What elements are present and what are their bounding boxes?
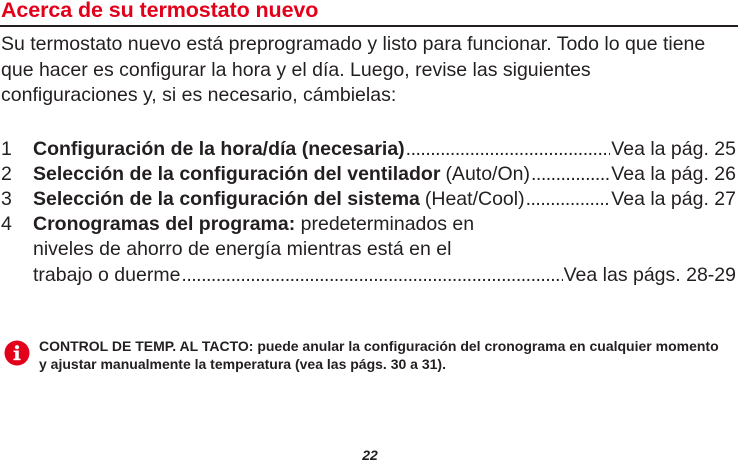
item-description: predeterminados en bbox=[300, 213, 475, 235]
item-description-end: trabajo o duerme bbox=[33, 264, 181, 286]
item-option: (Heat/Cool) bbox=[424, 188, 525, 210]
page-reference: Vea la pág. 26 bbox=[611, 163, 736, 185]
list-item bbox=[1, 188, 736, 213]
intro-paragraph: Su termostato nuevo está preprogramado y listo para funcionar. Todo lo que tiene que hacer es configurar la hora y el día. Luego, revise las siguientes configuraciones y, si es necesario, cámbielas: bbox=[1, 33, 706, 106]
leader-dots bbox=[181, 264, 562, 287]
item-title: Configuración de la hora/día (necesaria) bbox=[33, 138, 405, 160]
item-title: Cronogramas del programa: bbox=[33, 213, 296, 235]
item-number: 2 bbox=[1, 163, 12, 185]
page-reference: Vea la pág. 27 bbox=[611, 188, 736, 210]
leader-dots bbox=[531, 163, 610, 186]
list-item bbox=[1, 213, 736, 289]
item-description-line: niveles de ahorro de energía mientras está en el bbox=[33, 238, 452, 260]
item-title: Selección de la configuración del ventilador bbox=[33, 163, 441, 185]
item-number: 4 bbox=[1, 213, 12, 235]
touch-control-note bbox=[39, 337, 719, 373]
page-reference: Vea la pág. 25 bbox=[611, 138, 736, 160]
page-title: Acerca de su termostato nuevo bbox=[1, 0, 319, 22]
list-item bbox=[1, 163, 736, 188]
item-title: Selección de la configuración del sistema bbox=[33, 188, 420, 210]
settings-list bbox=[1, 138, 736, 289]
item-number: 1 bbox=[1, 138, 12, 160]
page-reference: Vea las págs. 28-29 bbox=[563, 264, 736, 286]
page-number: 22 bbox=[362, 447, 378, 463]
leader-dots bbox=[526, 188, 611, 211]
title-divider bbox=[0, 25, 738, 27]
note-text: puede anular la configuración del cronograma en cualquier momento y ajustar manualmente la temperatura (vea las págs. 30 a 31). bbox=[39, 338, 719, 372]
note-lead: CONTROL DE TEMP. AL TACTO: bbox=[39, 338, 254, 354]
item-option: (Auto/On) bbox=[445, 163, 530, 185]
leader-dots bbox=[406, 138, 611, 161]
item-number: 3 bbox=[1, 188, 12, 210]
list-item bbox=[1, 138, 736, 163]
info-icon bbox=[4, 340, 30, 366]
